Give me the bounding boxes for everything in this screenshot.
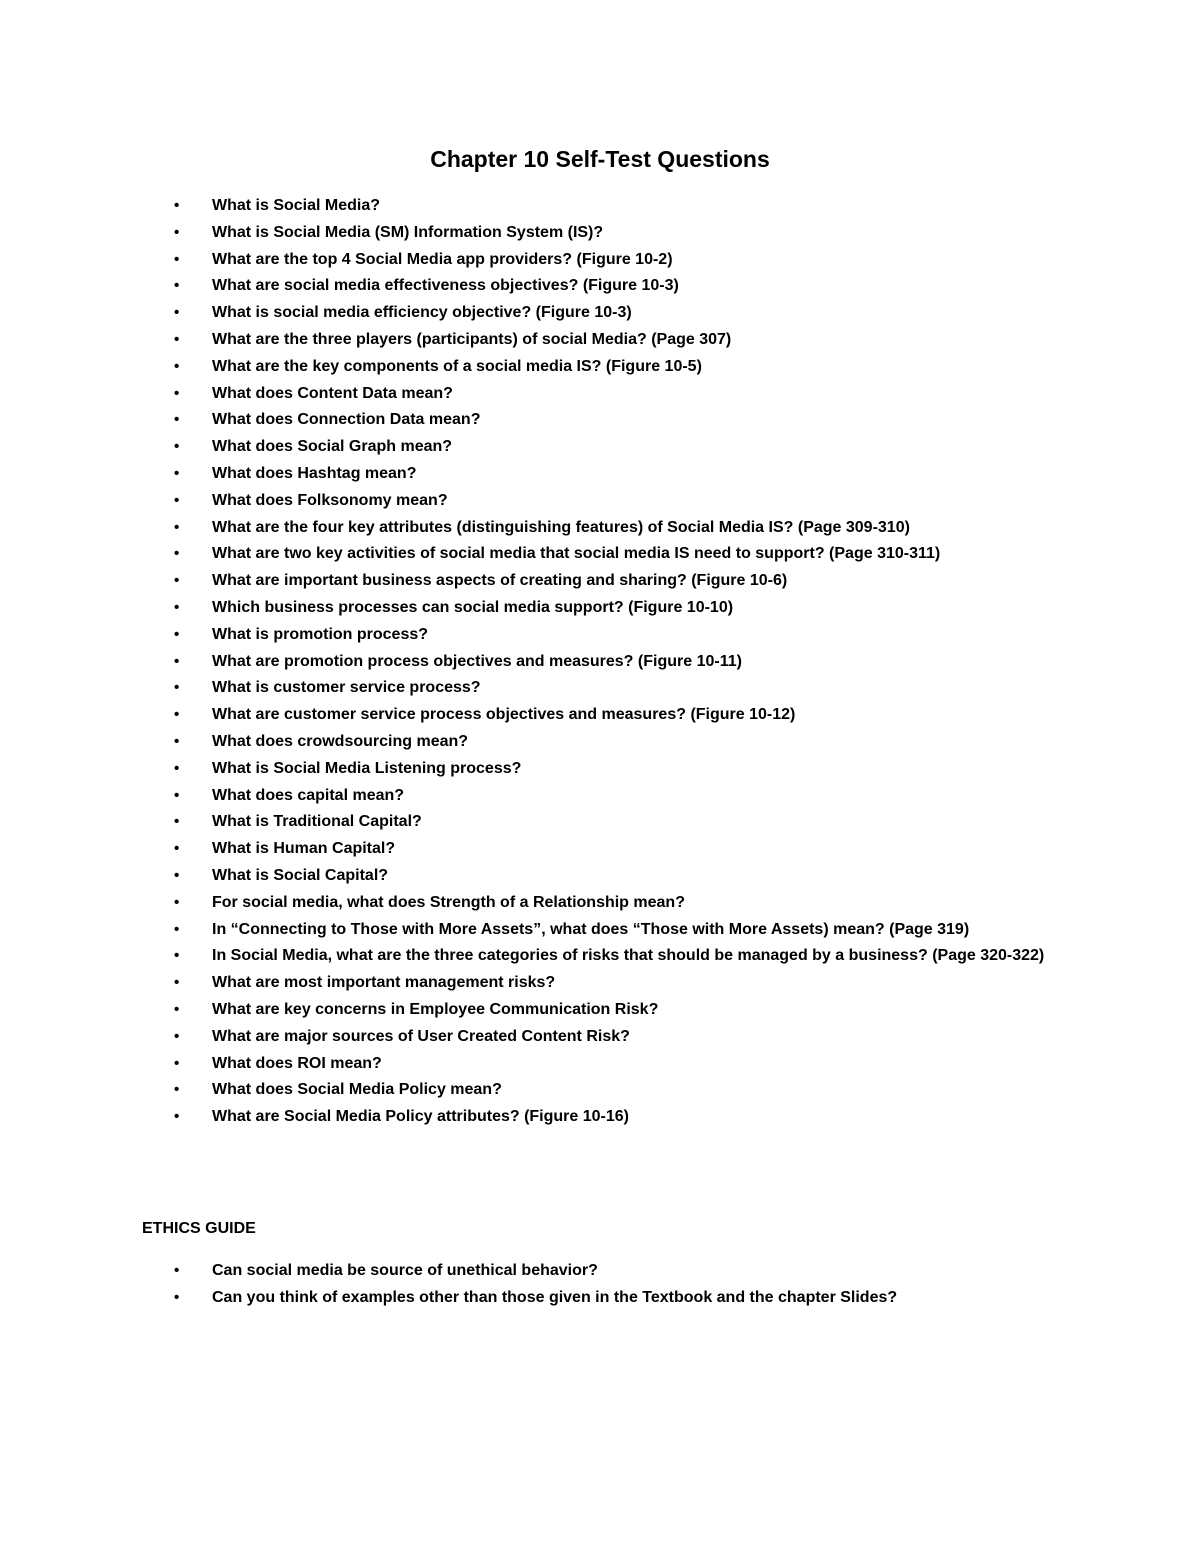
question-item: [0, 407, 1200, 434]
question-item-text: What is social media efficiency objective? (Figure 10-3): [212, 304, 632, 322]
question-item-text: What are important business aspects of creating and sharing? (Figure 10-6): [212, 572, 788, 590]
question-item-text: What are the key components of a social media IS? (Figure 10-5): [212, 357, 702, 375]
question-item: [0, 1077, 1200, 1104]
question-item-text: What does capital mean?: [212, 786, 405, 804]
question-item-text: What are social media effectiveness objectives? (Figure 10-3): [212, 277, 679, 295]
question-item-text: What does Folksonomy mean?: [212, 491, 448, 509]
bullet-icon: •: [174, 357, 180, 375]
bullet-icon: •: [174, 411, 180, 429]
bullet-icon: •: [174, 1027, 180, 1045]
question-item: [0, 943, 1200, 970]
question-item: [0, 649, 1200, 676]
bullet-icon: •: [174, 652, 180, 670]
question-item: [0, 729, 1200, 756]
bullet-icon: •: [174, 1262, 180, 1279]
question-item-text: What does Content Data mean?: [212, 384, 453, 402]
question-item: [0, 1051, 1200, 1078]
question-item-text: In “Connecting to Those with More Assets”, what does “Those with More Assets) mean? (Page 319): [212, 920, 970, 938]
bullet-icon: •: [174, 277, 180, 295]
question-item: [0, 273, 1200, 300]
question-item-text: What does Connection Data mean?: [212, 411, 481, 429]
question-item: [0, 461, 1200, 488]
question-item-text: What are the three players (participants) of social Media? (Page 307): [212, 330, 732, 348]
bullet-icon: •: [174, 464, 180, 482]
question-item-text: What is Traditional Capital?: [212, 813, 422, 831]
question-item-text: What does crowdsourcing mean?: [212, 732, 469, 750]
question-item-text: What is Social Capital?: [212, 866, 389, 884]
bullet-icon: •: [174, 1054, 180, 1072]
question-item: [0, 247, 1200, 274]
question-item-text: What are key concerns in Employee Communication Risk?: [212, 1000, 659, 1018]
bullet-icon: •: [174, 598, 180, 616]
question-item-text: In Social Media, what are the three categories of risks that should be managed by a business? (Page 320-322): [212, 947, 1045, 965]
bullet-icon: •: [174, 491, 180, 509]
question-item-text: What is Human Capital?: [212, 840, 396, 858]
bullet-icon: •: [174, 974, 180, 992]
bullet-icon: •: [174, 223, 180, 241]
question-item: [0, 917, 1200, 944]
question-item: [0, 890, 1200, 917]
bullet-icon: •: [174, 1081, 180, 1099]
question-item: [0, 193, 1200, 220]
question-item: [0, 836, 1200, 863]
bullet-icon: •: [174, 706, 180, 724]
question-item-text: Which business processes can social media support? (Figure 10-10): [212, 598, 734, 616]
question-item: [0, 515, 1200, 542]
question-item-text: What are most important management risks?: [212, 974, 556, 992]
ethics-question-item-text: Can social media be source of unethical behavior?: [212, 1262, 598, 1279]
bullet-icon: •: [174, 518, 180, 536]
bullet-icon: •: [174, 1000, 180, 1018]
question-item: [0, 970, 1200, 997]
question-item: [0, 434, 1200, 461]
bullet-icon: •: [174, 330, 180, 348]
bullet-icon: •: [174, 1108, 180, 1126]
question-item-text: What is customer service process?: [212, 679, 481, 697]
bullet-icon: •: [174, 920, 180, 938]
question-item-text: What does ROI mean?: [212, 1054, 382, 1072]
bullet-icon: •: [174, 384, 180, 402]
question-item-text: What are two key activities of social media that social media IS need to support? (Page 310-311): [212, 545, 941, 563]
bullet-icon: •: [174, 197, 180, 214]
bullet-icon: •: [174, 840, 180, 858]
bullet-icon: •: [174, 866, 180, 884]
question-item: [0, 541, 1200, 568]
bullet-icon: •: [174, 893, 180, 911]
bullet-icon: •: [174, 679, 180, 697]
question-item: [0, 675, 1200, 702]
bullet-icon: •: [174, 545, 180, 563]
ethics-guide-heading: ETHICS GUIDE: [142, 1220, 256, 1237]
question-item-text: What does Social Media Policy mean?: [212, 1081, 502, 1099]
question-item: [0, 1104, 1200, 1131]
bullet-icon: •: [174, 304, 180, 322]
bullet-icon: •: [174, 759, 180, 777]
question-item: [0, 622, 1200, 649]
question-item: [0, 300, 1200, 327]
question-item: [0, 354, 1200, 381]
question-item-text: What is promotion process?: [212, 625, 429, 643]
question-item-text: What is Social Media?: [212, 197, 381, 214]
bullet-icon: •: [174, 438, 180, 456]
page-title: Chapter 10 Self-Test Questions: [430, 146, 770, 172]
ethics-question-list: [0, 1258, 1200, 1312]
question-item-text: What are major sources of User Created Content Risk?: [212, 1027, 630, 1045]
bullet-icon: •: [174, 250, 180, 268]
question-item: [0, 488, 1200, 515]
question-item-text: What are the top 4 Social Media app providers? (Figure 10-2): [212, 250, 673, 268]
question-item: [0, 1024, 1200, 1051]
question-item: [0, 381, 1200, 408]
question-item-text: What does Hashtag mean?: [212, 464, 417, 482]
question-item: [0, 702, 1200, 729]
question-list: [0, 193, 1200, 1131]
question-item-text: What are customer service process objectives and measures? (Figure 10-12): [212, 706, 796, 724]
ethics-question-item: [0, 1285, 1200, 1312]
question-item: [0, 863, 1200, 890]
question-item-text: What are Social Media Policy attributes? (Figure 10-16): [212, 1108, 629, 1126]
question-item-text: For social media, what does Strength of a Relationship mean?: [212, 893, 685, 911]
question-item: [0, 756, 1200, 783]
question-item: [0, 595, 1200, 622]
bullet-icon: •: [174, 813, 180, 831]
question-item-text: What are promotion process objectives and measures? (Figure 10-11): [212, 652, 742, 670]
bullet-icon: •: [174, 947, 180, 965]
ethics-question-item: [0, 1258, 1200, 1285]
question-item: [0, 997, 1200, 1024]
question-item-text: What are the four key attributes (distinguishing features) of Social Media IS? (Page 309-310): [212, 518, 910, 536]
question-item: [0, 783, 1200, 810]
question-item: [0, 809, 1200, 836]
question-item: [0, 220, 1200, 247]
bullet-icon: •: [174, 786, 180, 804]
ethics-question-item-text: Can you think of examples other than those given in the Textbook and the chapter Slides?: [212, 1288, 898, 1306]
bullet-icon: •: [174, 1288, 180, 1306]
bullet-icon: •: [174, 572, 180, 590]
question-item: [0, 327, 1200, 354]
question-item-text: What is Social Media (SM) Information System (IS)?: [212, 223, 604, 241]
question-item-text: What does Social Graph mean?: [212, 438, 453, 456]
bullet-icon: •: [174, 625, 180, 643]
question-item-text: What is Social Media Listening process?: [212, 759, 522, 777]
bullet-icon: •: [174, 732, 180, 750]
question-item: [0, 568, 1200, 595]
